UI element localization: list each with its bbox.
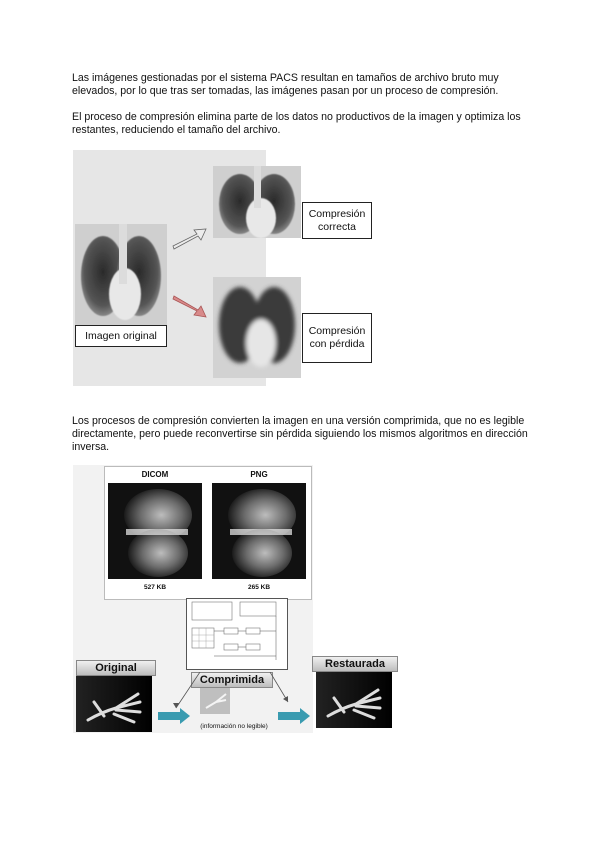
label-original-image bbox=[75, 325, 167, 347]
correct-compression-xray-image bbox=[213, 166, 301, 238]
label-correct-line2: correcta bbox=[318, 220, 356, 233]
original-hand-xray bbox=[76, 676, 152, 732]
dicom-knee-image bbox=[108, 483, 202, 579]
original-xray-image bbox=[75, 224, 167, 328]
paragraph-pacs-sizes: Las imágenes gestionadas por el sistema PACS resultan en tamaños de archivo bruto muy elevados, por lo que tras ser tomadas, las imágenes pasan por un proceso de compresión. bbox=[72, 72, 499, 97]
label-lossy-compression bbox=[302, 313, 372, 363]
restored-hand-xray bbox=[316, 672, 392, 728]
tag-compressed: Comprimida bbox=[191, 672, 273, 688]
connector-line-right bbox=[270, 672, 288, 702]
dicom-title: DICOM bbox=[141, 470, 169, 479]
paragraph-compression-process: El proceso de compresión elimina parte de los datos no productivos de la imagen y optimiza los restantes, reduciendo el tamaño del archivo. bbox=[72, 111, 521, 136]
connector-line-left bbox=[176, 672, 200, 708]
arrow-to-lossy-icon bbox=[173, 296, 206, 317]
label-original-image-text: Imagen original bbox=[85, 329, 157, 342]
arrow-restore-icon bbox=[278, 708, 310, 724]
not-legible-note: (información no legible) bbox=[200, 723, 268, 730]
lossy-compression-xray-image bbox=[213, 277, 301, 378]
compressed-hand-thumbnail bbox=[200, 688, 230, 714]
label-correct-compression bbox=[302, 202, 372, 239]
knee-mri-images bbox=[108, 483, 308, 579]
png-knee-image bbox=[212, 483, 306, 579]
compression-algorithm-diagram bbox=[186, 598, 288, 670]
label-lossy-line1: Compresión bbox=[308, 325, 366, 337]
label-lossy-line2: con pérdida bbox=[309, 338, 365, 350]
tag-original: Original bbox=[76, 660, 156, 676]
png-size: 265 KB bbox=[247, 584, 271, 591]
arrow-compress-icon bbox=[158, 708, 190, 724]
dicom-size: 527 KB bbox=[143, 584, 167, 591]
label-correct-line1: Compresión bbox=[308, 207, 366, 220]
paragraph-reversible-compression: Los procesos de compresión convierten la imagen en una versión comprimida, que no es legible directamente, pero puede reconvertirse sin pérdida siguiendo los mismos algoritmos en dirección inversa. bbox=[72, 415, 528, 453]
tag-restored: Restaurada bbox=[312, 656, 398, 672]
png-title: PNG bbox=[250, 470, 268, 479]
arrow-to-correct-icon bbox=[173, 229, 206, 249]
